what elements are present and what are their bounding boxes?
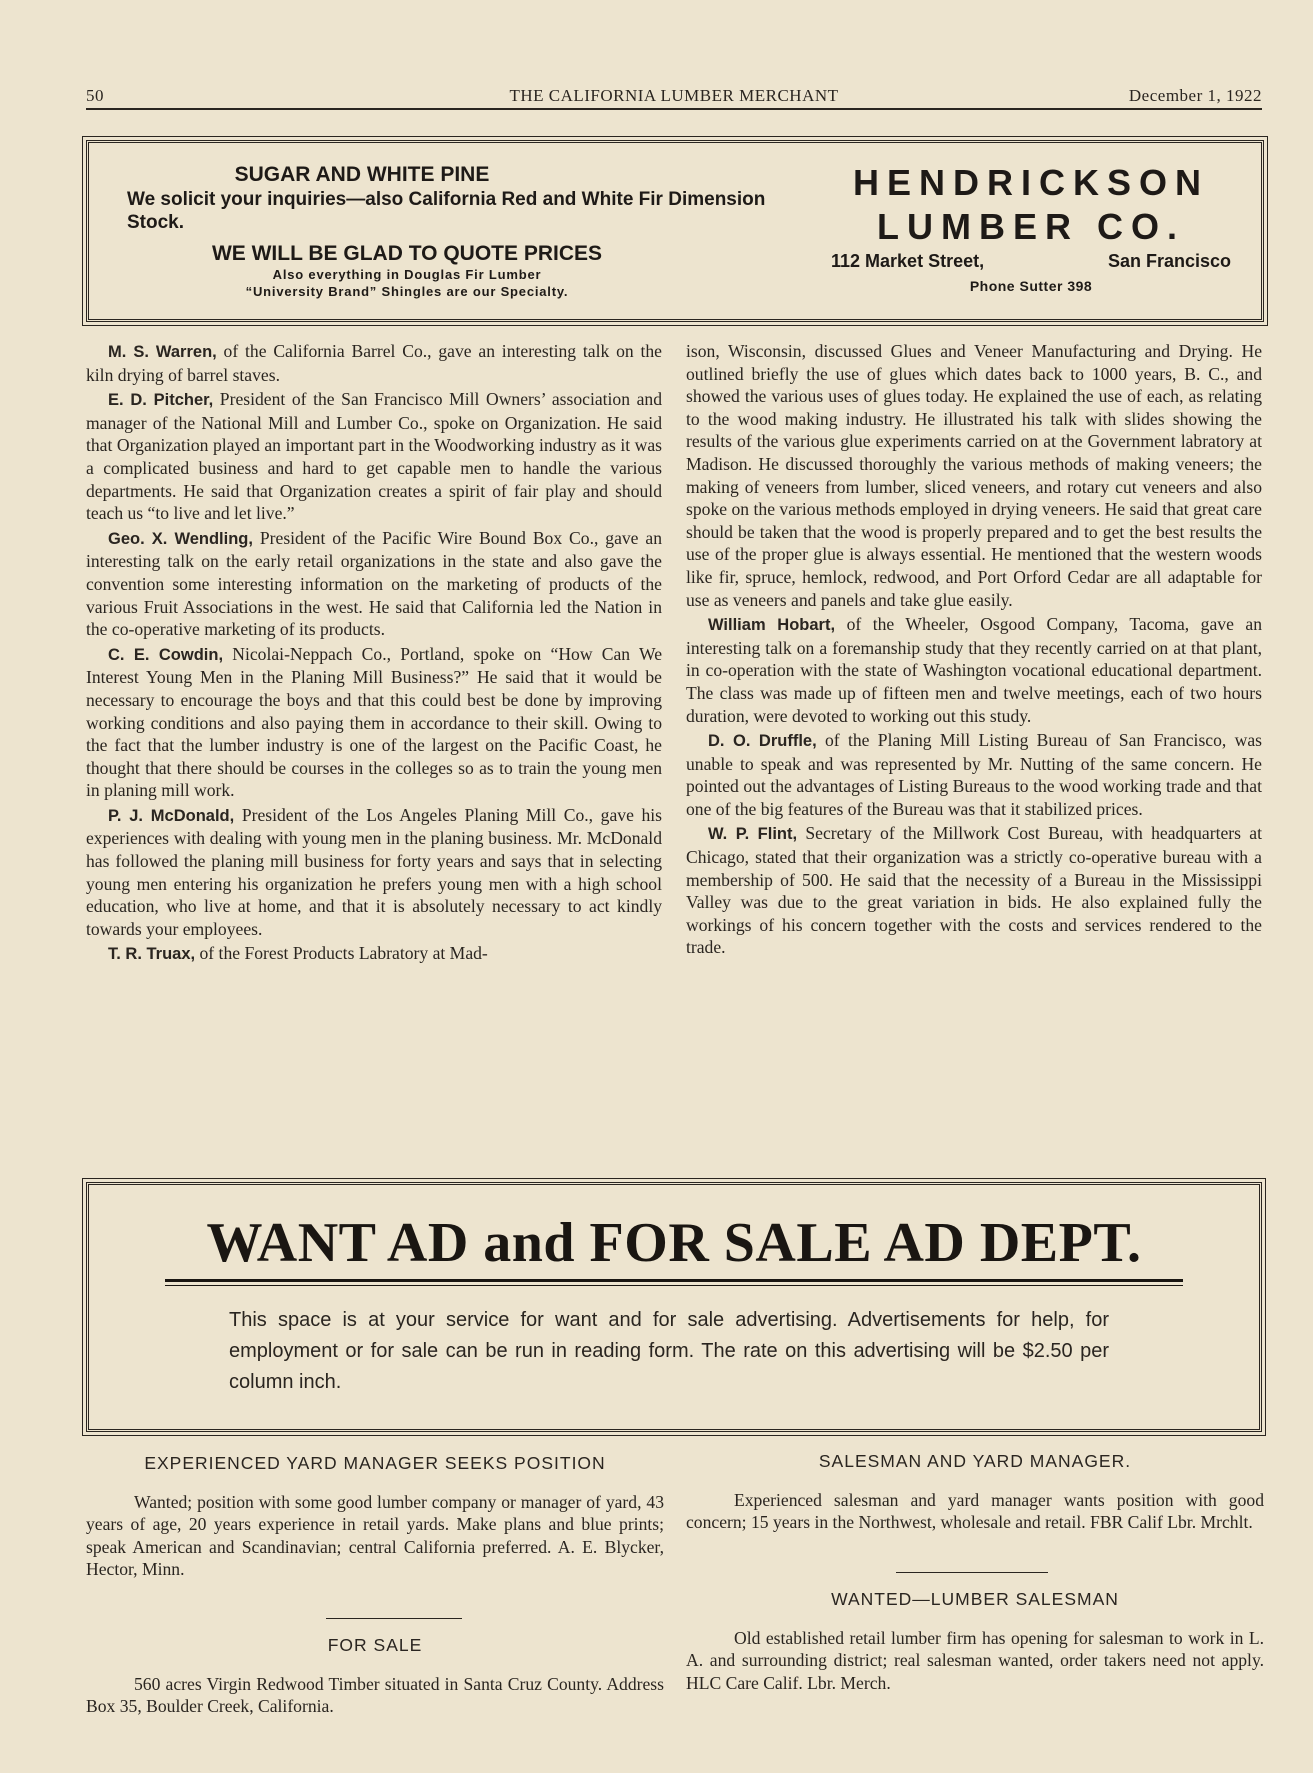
article-paragraph: [86, 643, 662, 802]
paragraph-text: of the Forest Products Labratory at Mad-: [195, 943, 488, 964]
article-paragraph: [686, 729, 1262, 820]
ad-headline: SUGAR AND WHITE PINE: [234, 163, 490, 186]
classified-text: Old established retail lumber firm has opening for salesman to work in L. A. and surrounding district; real salesman wanted, order takers need not apply. HLC Care Calif. Lbr. Merch.: [686, 1627, 1264, 1693]
title-rule: [165, 1279, 1183, 1282]
speaker-name: C. E. Cowdin,: [108, 645, 224, 664]
article-paragraph: [86, 340, 662, 386]
paragraph-text: of the Wheeler, Osgood Company, Tacoma, gave an interesting talk on a foremanship study that they recently carried on at that plant, in co-operation with the state of Washington vocational educational department. The class was made up of fifteen men and twelve meetings, each of two hours duration, were devoted to working out this study.: [686, 614, 1262, 726]
article-paragraph: [86, 942, 662, 966]
classified-title: WANTED—LUMBER SALESMAN: [831, 1589, 1119, 1609]
paragraph-text: Secretary of the Millwork Cost Bureau, with headquarters at Chicago, stated that their organization was a strictly co-operative bureau with a membership of 500. He said that the necessity of a Bureau in the Mississippi Valley was due to the great variation in bids. He also explained fully the workings of his concern together with the costs and services rendered to the trade.: [686, 823, 1262, 958]
classified-text: Wanted; position with some good lumber company or manager of yard, 43 years of age, 20 years experience in retail yards. Make plans and blue prints; speak American and Scandinavian; central California preferred. A. E. Blycker, Hector, Minn.: [86, 1491, 664, 1580]
page-number: 50: [86, 86, 104, 105]
ad-company-block: [831, 161, 1231, 294]
want-ad-box: [86, 1182, 1262, 1432]
classified-title: EXPERIENCED YARD MANAGER SEEKS POSITION: [144, 1453, 606, 1473]
paragraph-text: of the California Barrel Co., gave an interesting talk on the kiln drying of barrel staves.: [86, 341, 662, 385]
issue-date: December 1, 1922: [1128, 86, 1262, 105]
classified-ad: [86, 1452, 664, 1581]
paragraph-text: of the Planing Mill Listing Bureau of San Francisco, was unable to speak and was represented by Mr. Nutting of the same concern. He pointed out the advantages of Listing Bureaus to the wood working trade and that one of the big features of the Bureau was that it stabilized prices.: [686, 730, 1262, 819]
speaker-name: William Hobart,: [708, 616, 836, 635]
article-column-right: [686, 340, 1262, 961]
classified-ad: [686, 1450, 1264, 1534]
publication-title: THE CALIFORNIA LUMBER MERCHANT: [509, 86, 839, 105]
classified-text: 560 acres Virgin Redwood Timber situated in Santa Cruz County. Address Box 35, Boulder Creek, California.: [86, 1673, 664, 1717]
company-address: [831, 251, 1231, 272]
company-name-line1: HENDRICKSON: [852, 162, 1209, 203]
article-paragraph: [686, 613, 1262, 727]
section-divider: [326, 1618, 462, 1619]
classified-ad: [86, 1634, 664, 1718]
classified-title: FOR SALE: [327, 1635, 423, 1655]
ad-douglas-fir-line: Also everything in Douglas Fir Lumber: [272, 267, 542, 282]
company-street: 112 Market Street,: [831, 251, 985, 271]
article-paragraph: [686, 822, 1262, 959]
company-phone: Phone Sutter 398: [969, 278, 1093, 294]
article-paragraph: [86, 804, 662, 941]
title-rule: [165, 1285, 1183, 1286]
page-header: [86, 86, 1262, 110]
classified-ad: [686, 1588, 1264, 1694]
ad-left-block: [127, 163, 767, 300]
paragraph-text: President of the Los Angeles Planing Mill Co., gave his experiences with dealing with young men in the planing business. Mr. McDonald has followed the planing mill business for forty years and says that in selecting young men entering his organization he prefers young men with a high school education, who live at home, and that it is absolutely necessary to act kindly towards your employees.: [86, 804, 663, 939]
speaker-name: T. R. Truax,: [108, 945, 196, 964]
want-ad-body: This space is at your service for want and for sale advertising. Advertisements for help, for employment or for sale can be run in reading form. The rate on this advertising will be $2.50 per column inch.: [229, 1309, 1109, 1393]
ad-quote-line: WE WILL BE GLAD TO QUOTE PRICES: [211, 242, 603, 265]
speaker-name: E. D. Pitcher,: [108, 391, 214, 410]
ad-shingles-line: “University Brand” Shingles are our Specialty.: [245, 284, 569, 299]
classified-text: Experienced salesman and yard manager wants position with good concern; 15 years in the Northwest, wholesale and retail. FBR Calif Lbr. Mrchlt.: [686, 1489, 1264, 1533]
hendrickson-advertisement: [86, 140, 1264, 322]
speaker-name: Geo. X. Wendling,: [108, 529, 253, 548]
classified-title: SALESMAN AND YARD MANAGER.: [818, 1451, 1132, 1471]
speaker-name: M. S. Warren,: [108, 343, 217, 361]
speaker-name: D. O. Druffle,: [708, 732, 817, 751]
section-divider: [896, 1572, 1048, 1573]
paragraph-text: President of the San Francisco Mill Owners’ association and manager of the National Mill and Lumber Co., spoke on Organization. He said that Organization played an important part in the Woodworking industry as it was a complicated business and hard to get capable men to handle the various departments. He said that Organization creates a spirit of fair play and should teach us “to live and let live.”: [86, 389, 662, 524]
want-ad-title: WANT AD and FOR SALE AD DEPT.: [206, 1212, 1142, 1274]
speaker-name: W. P. Flint,: [708, 825, 798, 844]
company-name-line2: LUMBER CO.: [877, 206, 1185, 247]
speaker-name: P. J. McDonald,: [108, 806, 235, 825]
paragraph-text: Nicolai-Neppach Co., Portland, spoke on “How Can We Interest Young Men in the Planing Mill Business?” He said that it would be necessary to encourage the boys and that this could best be done by improving working conditions and also paying them in accordance to their skill. Owing to the fact that the lumber industry is one of the largest on the Pacific Coast, he thought that there should be courses in the colleges so as to train the young men in planing mill work.: [86, 643, 662, 801]
article-column-left: [86, 340, 662, 968]
article-paragraph: [86, 527, 662, 641]
article-paragraph: [86, 388, 662, 525]
article-paragraph-continued: ison, Wisconsin, discussed Glues and Veneer Manufacturing and Drying. He outlined briefly the use of glues which dates back to 1000 years, B. C., and showed the various uses of glues today. He explained the use of each, as relating to the wood making industry. He illustrated his talk with slides showing the results of the various glue experiments carried on at the Government labratory at Madison. He discussed thoroughly the various methods of making veneers; the making of veneers from lumber, sliced veneers, and rotary cut veneers and also spoke on the various methods employed in drying veneers. He said that great care should be taken that the wood is properly prepared and to get the best results the use of the proper glue is always essential. He mentioned that the western woods like fir, spruce, hemlock, redwood, and Port Orford Cedar are all adaptable for use as veneers and panels and take glue easily.: [686, 341, 1262, 610]
company-city: San Francisco: [1107, 251, 1231, 271]
ad-inquiries-text: We solicit your inquiries—also California Red and White Fir Dimension Stock.: [127, 189, 766, 233]
paragraph-text: President of the Pacific Wire Bound Box Co., gave an interesting talk on the early retail organizations in the state and also gave the convention some interesting information on the marketing of products of the various Fruit Associations in the west. He said that California led the Nation in the co-operative marketing of its products.: [86, 527, 663, 640]
